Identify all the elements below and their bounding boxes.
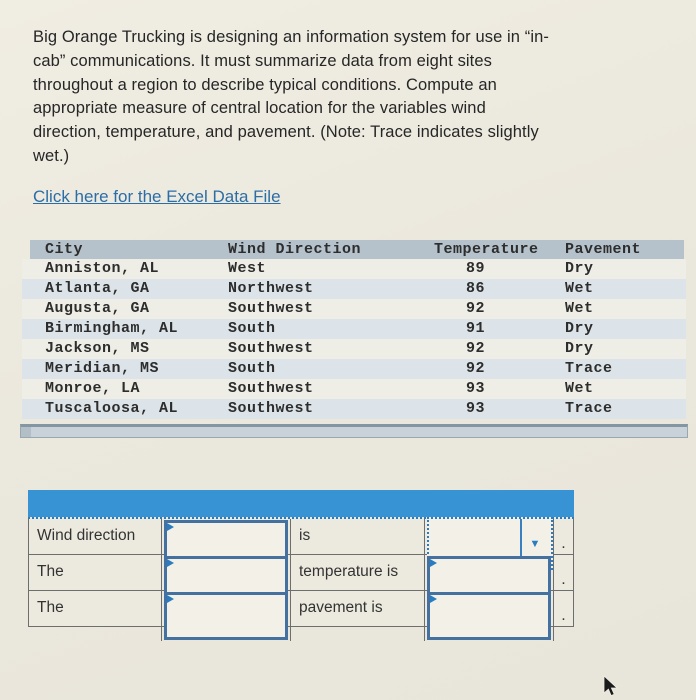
question-line: throughout a region to describe typical conditions. Compute an: [33, 75, 497, 94]
table-row: [22, 359, 686, 379]
temperature-cell: 92: [466, 360, 486, 377]
question-text: [33, 26, 678, 169]
wind-cell: Southwest: [228, 340, 314, 357]
answer-row-wind-direction: [29, 519, 573, 555]
city-cell: Tuscaloosa, AL: [45, 400, 179, 417]
temperature-cell: 91: [466, 320, 486, 337]
cell-marker-icon: [167, 523, 174, 531]
answer-panel-body: [28, 517, 574, 627]
wind-cell: Southwest: [228, 400, 314, 417]
table-row: [22, 339, 686, 359]
wind-cell: Southwest: [228, 380, 314, 397]
answer-row-pavement: [29, 591, 573, 626]
question-line: Big Orange Trucking is designing an information system for use in “in-: [33, 28, 549, 46]
pavement-cell: Wet: [565, 380, 594, 397]
table-row: [22, 259, 686, 279]
wind-cell: Northwest: [228, 280, 314, 297]
wind-cell: South: [228, 320, 276, 337]
city-cell: Meridian, MS: [45, 360, 160, 377]
column-header-wind-direction: Wind Direction: [228, 241, 362, 258]
cell-marker-icon: [430, 559, 437, 567]
question-line: wet.): [33, 146, 70, 165]
pavement-cell: Wet: [565, 280, 594, 297]
table-row: [22, 279, 686, 299]
temperature-cell: 93: [466, 400, 486, 417]
pavement-cell: Dry: [565, 340, 594, 357]
temperature-cell: 92: [466, 300, 486, 317]
wind-cell: West: [228, 260, 267, 277]
pavement-cell: Trace: [565, 400, 613, 417]
temperature-cell: 93: [466, 380, 486, 397]
question-line: direction, temperature, and pavement. (Note: Trace indicates slightly: [33, 123, 539, 142]
table-row: [22, 299, 686, 319]
pavement-answer-input[interactable]: [427, 592, 551, 640]
pavement-cell: Dry: [565, 320, 594, 337]
answer-row-prefix-label: The: [29, 591, 162, 641]
mouse-cursor: [602, 675, 622, 699]
answer-cell: [162, 591, 291, 641]
answer-panel: [28, 490, 574, 627]
temperature-cell: 89: [466, 260, 486, 277]
answer-row-prefix-label: The: [29, 555, 162, 605]
data-table-body: [22, 259, 686, 419]
cell-marker-icon: [167, 559, 174, 567]
table-row: [22, 319, 686, 339]
sentence-period: .: [561, 571, 566, 588]
pavement-cell: Trace: [565, 360, 613, 377]
pavement-cell: Dry: [565, 260, 594, 277]
column-header-temperature: Temperature: [434, 241, 539, 258]
wind-cell: South: [228, 360, 276, 377]
cell-marker-icon: [167, 595, 174, 603]
pavement-cell: Wet: [565, 300, 594, 317]
cell-marker-icon: [430, 595, 437, 603]
temperature-cell: 92: [466, 340, 486, 357]
sentence-period: .: [561, 607, 566, 624]
column-header-pavement: Pavement: [565, 241, 642, 258]
excel-data-file-link[interactable]: Click here for the Excel Data File: [33, 187, 281, 206]
table-row: [22, 399, 686, 419]
city-cell: Jackson, MS: [45, 340, 150, 357]
answer-row-mid-label: temperature is: [291, 555, 425, 605]
sentence-period: .: [561, 535, 566, 552]
pavement-measure-input[interactable]: [164, 592, 288, 640]
column-header-city: City: [45, 241, 84, 258]
wind-cell: Southwest: [228, 300, 314, 317]
city-cell: Anniston, AL: [45, 260, 160, 277]
question-line: cab” communications. It must summarize data from eight sites: [33, 51, 492, 70]
answer-row-mid-label: is: [291, 519, 425, 569]
temperature-cell: 86: [466, 280, 486, 297]
horizontal-scrollbar[interactable]: [20, 424, 688, 438]
city-cell: Atlanta, GA: [45, 280, 150, 297]
answer-row-mid-label: pavement is: [291, 591, 425, 641]
chevron-down-icon: ▼: [529, 537, 541, 550]
question-line: appropriate measure of central location for the variables wind: [33, 99, 486, 118]
answer-row-temperature: [29, 555, 573, 591]
answer-cell: [425, 591, 554, 641]
table-row: [22, 379, 686, 399]
city-cell: Birmingham, AL: [45, 320, 179, 337]
city-cell: Monroe, LA: [45, 380, 141, 397]
answer-row-prefix-label: Wind direction: [29, 519, 162, 569]
city-cell: Augusta, GA: [45, 300, 150, 317]
data-table-header-row: [30, 240, 684, 259]
answer-panel-header-bar: [28, 490, 574, 517]
